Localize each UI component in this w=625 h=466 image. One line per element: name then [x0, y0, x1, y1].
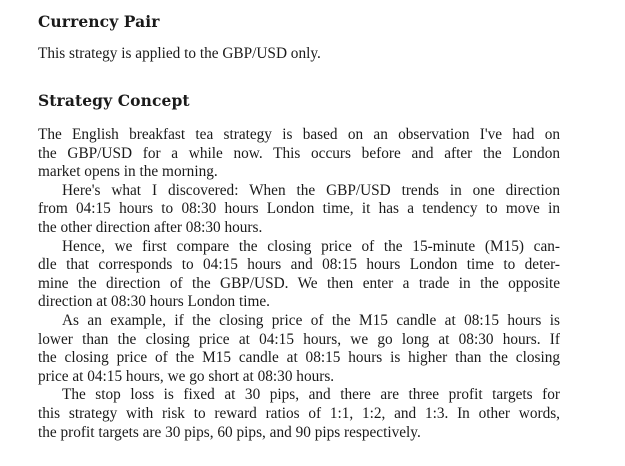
paragraph-line: As an example, if the closing price of the M15 candle at 08:15 hours is [62, 311, 560, 329]
paragraph-line: the profit targets are 30 pips, 60 pips, and 90 pips respectively. [38, 423, 421, 441]
paragraph-line: This strategy is applied to the GBP/USD only. [38, 45, 321, 62]
paragraph-line: Here's what I discovered: When the GBP/USD trends in one direction [62, 181, 560, 199]
paragraph-line: mine the direction of the GBP/USD. We then enter a trade in the opposite [38, 274, 560, 292]
strategy-concept-body [38, 126, 560, 442]
paragraph-line: price at 04:15 hours, we go short at 08:30 hours. [38, 367, 335, 385]
paragraph-line: the other direction after 08:30 hours. [38, 218, 263, 236]
paragraph-line: The stop loss is fixed at 30 pips, and there are three profit targets for [62, 386, 560, 404]
currency-pair-paragraph [38, 45, 560, 64]
paragraph-line: the closing price of the M15 candle at 08:15 hours is higher than the closing [38, 349, 560, 367]
paragraph-line: The English breakfast tea strategy is based on an observation I've had on [38, 126, 560, 143]
paragraph-line: from 04:15 hours to 08:30 hours London time, it has a tendency to move in [38, 200, 560, 218]
section-heading-strategy-concept: Strategy Concept [38, 91, 190, 110]
paragraph-line: lower than the closing price at 04:15 hours, we go long at 08:30 hours. If [38, 330, 560, 348]
paragraph-line: the GBP/USD for a while now. This occurs before and after the London [38, 144, 560, 162]
paragraph-line: dle that corresponds to 04:15 hours and 08:15 hours London time to deter- [38, 256, 560, 274]
paragraph-line: market opens in the morning. [38, 163, 218, 181]
paragraph-line: this strategy with risk to reward ratios of 1:1, 1:2, and 1:3. In other words, [38, 404, 560, 422]
paragraph-line: direction at 08:30 hours London time. [38, 293, 270, 311]
section-heading-currency-pair: Currency Pair [38, 12, 160, 31]
paragraph-line: Hence, we first compare the closing price of the 15-minute (M15) can- [62, 237, 560, 255]
